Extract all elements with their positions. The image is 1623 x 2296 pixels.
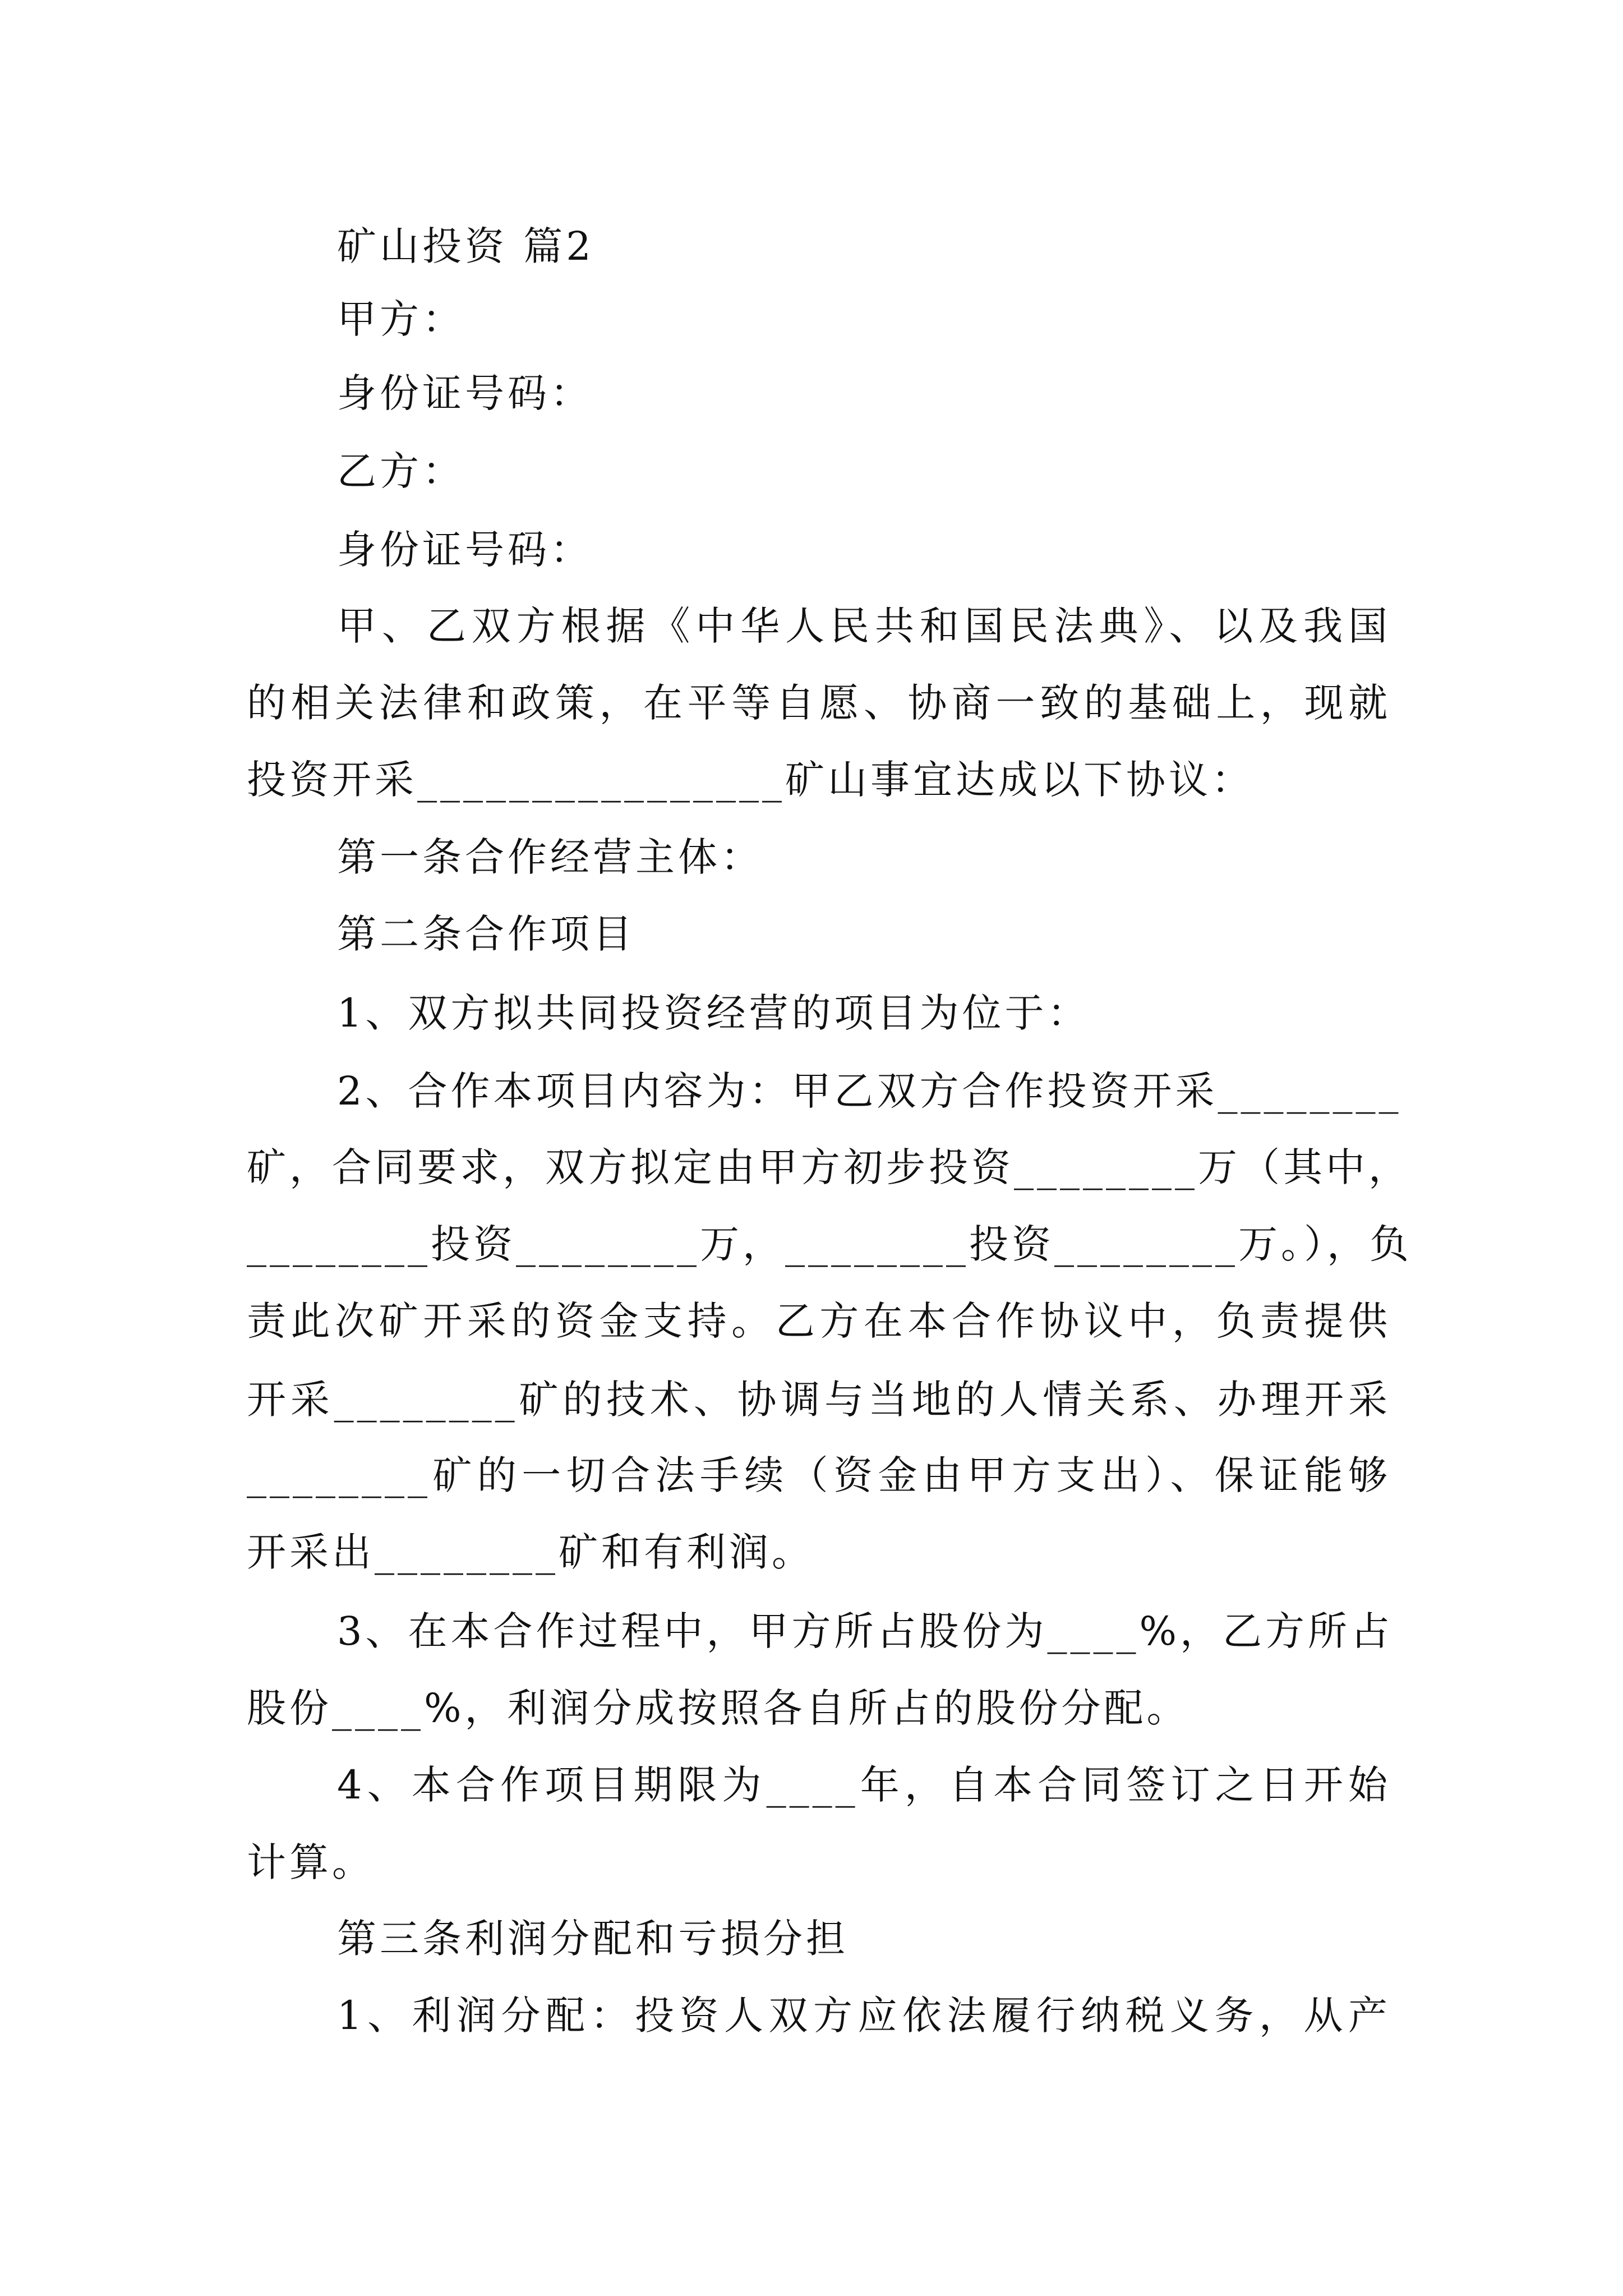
clause-line: 矿，合同要求，双方拟定由甲方初步投资________万（其中，	[247, 1144, 1411, 1190]
clause-line: ________投资________万，________投资________万。），负	[247, 1221, 1412, 1267]
paragraph-line: 甲、乙双方根据《中华人民共和国民法典》、以及我国	[337, 603, 1391, 649]
clause-line: 股份____%，利润分成按照各自所占的股份分配。	[247, 1685, 1189, 1731]
clause-line: 责此次矿开采的资金支持。乙方在本合作协议中，负责提供	[247, 1298, 1391, 1344]
party-a-label: 甲方：	[337, 296, 465, 342]
clause-line: 开采________矿的技术、协调与当地的人情关系、办理开采	[247, 1377, 1391, 1423]
party-b-id-label: 身份证号码：	[337, 527, 593, 573]
clause-line: 4、本合作项目期限为____年，自本合同签订之日开始	[337, 1762, 1391, 1808]
paragraph-line: 投资开采________________矿山事宜达成以下协议：	[247, 757, 1254, 803]
clause-line: 1、双方拟共同投资经营的项目为位于：	[337, 990, 1090, 1036]
clause-line: 1、利润分配：投资人双方应依法履行纳税义务，从产	[337, 1993, 1391, 2039]
clause-line: 计算。	[247, 1839, 375, 1885]
document-title: 矿山投资 篇2	[337, 223, 594, 269]
clause-line: 3、在本合作过程中，甲方所占股份为____%，乙方所占	[337, 1608, 1394, 1654]
article-heading: 第一条合作经营主体：	[337, 834, 763, 880]
clause-line: 2、合作本项目内容为：甲乙双方合作投资开采________	[337, 1068, 1402, 1114]
party-b-label: 乙方：	[337, 448, 465, 494]
clause-line: 开采出________矿和有利润。	[247, 1529, 814, 1575]
party-a-id-label: 身份证号码：	[337, 370, 593, 416]
article-heading: 第二条合作项目	[337, 911, 635, 957]
article-heading: 第三条利润分配和亏损分担	[337, 1916, 849, 1962]
paragraph-line: 的相关法律和政策，在平等自愿、协商一致的基础上，现就	[247, 680, 1391, 726]
clause-line: ________矿的一切合法手续（资金由甲方支出）、保证能够	[247, 1452, 1391, 1498]
